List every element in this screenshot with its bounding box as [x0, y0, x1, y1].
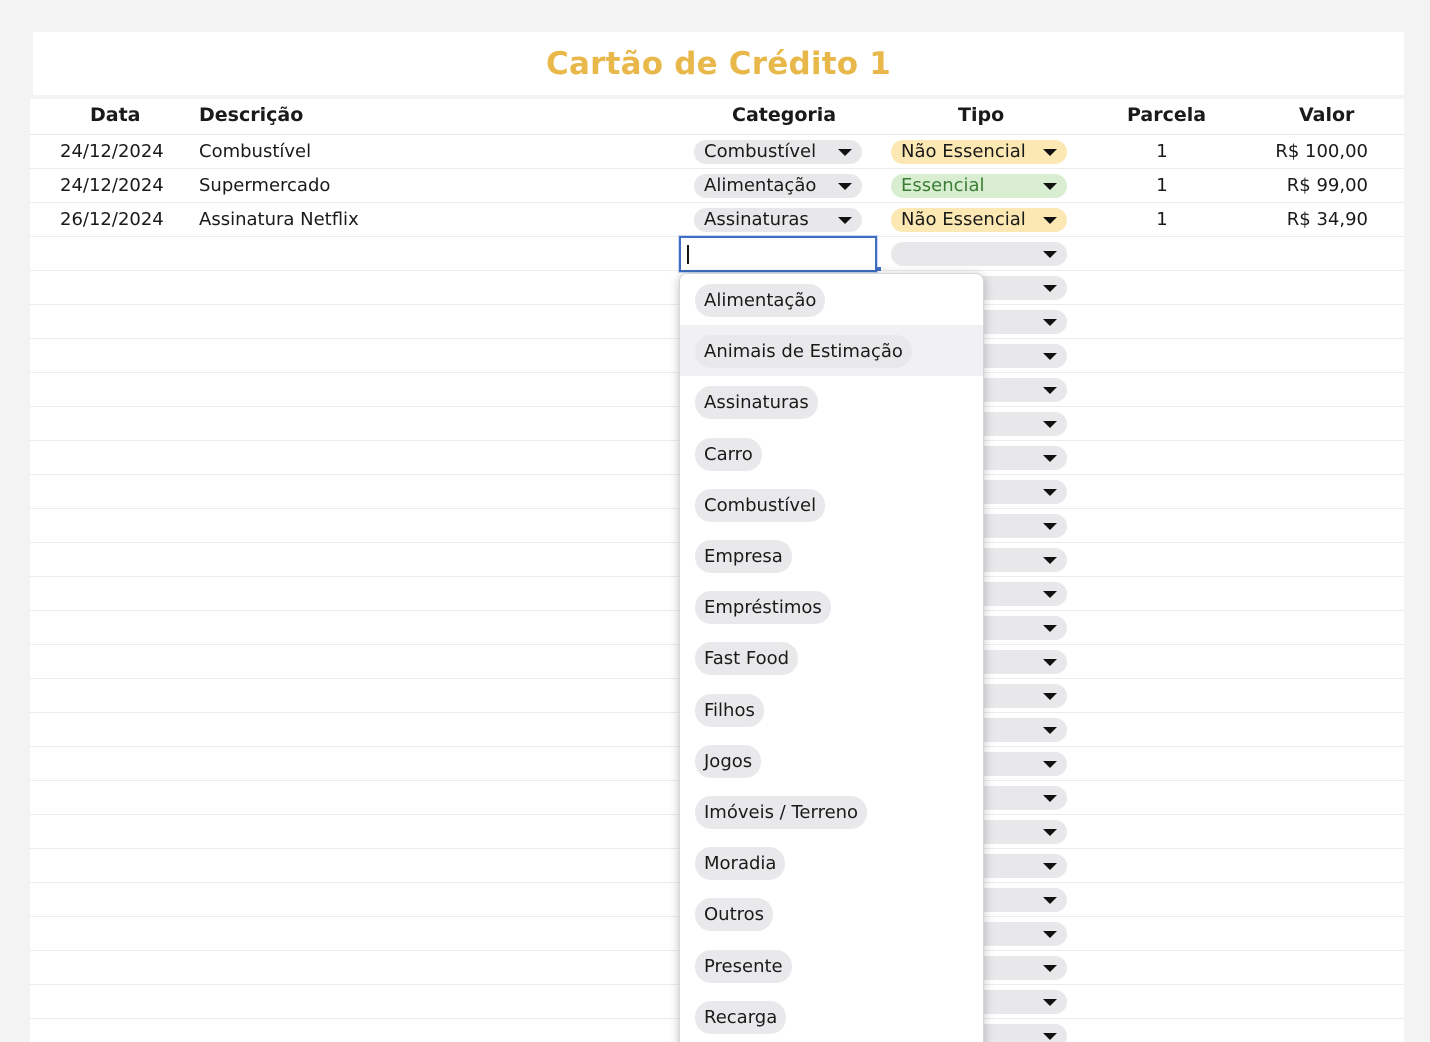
dropdown-arrow-icon[interactable] [1043, 387, 1057, 394]
option-chip: Filhos [695, 694, 764, 727]
cell-valor[interactable]: R$ 34,90 [1286, 209, 1368, 230]
cell-parcela[interactable]: 1 [1156, 209, 1168, 230]
option-chip: Recarga [695, 1001, 786, 1034]
tipo-chip-dropdown[interactable] [891, 140, 1067, 164]
dropdown-option[interactable] [680, 376, 983, 427]
dropdown-option[interactable] [680, 837, 983, 888]
spreadsheet-grid[interactable] [30, 99, 1404, 1042]
dropdown-arrow-icon[interactable] [1043, 659, 1057, 666]
dropdown-arrow-icon[interactable] [1043, 183, 1057, 190]
option-chip: Combustível [695, 489, 825, 522]
table-row[interactable] [30, 169, 1404, 203]
cell-valor[interactable]: R$ 100,00 [1275, 141, 1368, 162]
cell-data[interactable]: 24/12/2024 [60, 141, 164, 162]
cell-data[interactable]: 24/12/2024 [60, 175, 164, 196]
category-chip-dropdown[interactable] [694, 208, 862, 232]
category-chip-label: Alimentação [704, 175, 817, 196]
dropdown-arrow-icon[interactable] [1043, 999, 1057, 1006]
dropdown-arrow-icon[interactable] [1043, 693, 1057, 700]
dropdown-arrow-icon[interactable] [1043, 1033, 1057, 1040]
header-tipo: Tipo [958, 104, 1005, 126]
option-chip: Presente [695, 950, 792, 983]
dropdown-option[interactable] [680, 888, 983, 939]
dropdown-arrow-icon[interactable] [1043, 931, 1057, 938]
header-data: Data [90, 104, 141, 126]
dropdown-arrow-icon[interactable] [1043, 523, 1057, 530]
dropdown-arrow-icon[interactable] [1043, 489, 1057, 496]
table-row[interactable] [30, 203, 1404, 237]
text-caret [687, 245, 689, 264]
option-chip: Assinaturas [695, 386, 818, 419]
header-categoria: Categoria [732, 104, 837, 126]
dropdown-option[interactable] [680, 735, 983, 786]
cell-descricao[interactable]: Combustível [199, 141, 312, 162]
cell-descricao[interactable]: Supermercado [199, 175, 331, 196]
dropdown-arrow-icon[interactable] [1043, 455, 1057, 462]
dropdown-arrow-icon[interactable] [1043, 149, 1057, 156]
tipo-chip-label: Não Essencial [901, 209, 1026, 230]
tipo-chip-label: Essencial [901, 175, 985, 196]
cell-descricao[interactable]: Assinatura Netflix [199, 209, 359, 230]
option-chip: Fast Food [695, 642, 798, 675]
dropdown-arrow-icon[interactable] [1043, 863, 1057, 870]
dropdown-arrow-icon[interactable] [1043, 625, 1057, 632]
dropdown-option[interactable] [680, 530, 983, 581]
cell-fill-handle[interactable] [877, 267, 881, 271]
header-parcela: Parcela [1127, 104, 1207, 126]
header-descricao: Descrição [199, 104, 304, 126]
sheet-title: Cartão de Crédito 1 [546, 45, 891, 82]
dropdown-option[interactable] [680, 940, 983, 991]
dropdown-arrow-icon[interactable] [1043, 217, 1057, 224]
option-chip: Alimentação [695, 284, 825, 317]
dropdown-arrow-icon[interactable] [1043, 319, 1057, 326]
dropdown-option[interactable] [680, 325, 983, 376]
dropdown-option[interactable] [680, 786, 983, 837]
category-dropdown-list[interactable] [679, 273, 984, 1042]
dropdown-arrow-icon[interactable] [838, 217, 852, 224]
dropdown-option[interactable] [680, 428, 983, 479]
dropdown-arrow-icon[interactable] [1043, 251, 1057, 258]
dropdown-option[interactable] [680, 274, 983, 325]
cell-parcela[interactable]: 1 [1156, 141, 1168, 162]
dropdown-arrow-icon[interactable] [1043, 965, 1057, 972]
dropdown-arrow-icon[interactable] [1043, 795, 1057, 802]
dropdown-arrow-icon[interactable] [1043, 727, 1057, 734]
dropdown-arrow-icon[interactable] [1043, 421, 1057, 428]
dropdown-option[interactable] [680, 479, 983, 530]
dropdown-arrow-icon[interactable] [1043, 829, 1057, 836]
cell-data[interactable]: 26/12/2024 [60, 209, 164, 230]
dropdown-arrow-icon[interactable] [838, 183, 852, 190]
option-chip: Jogos [695, 745, 761, 778]
cell-parcela[interactable]: 1 [1156, 175, 1168, 196]
table-header [30, 99, 1404, 135]
dropdown-option[interactable] [680, 991, 983, 1042]
category-chip-label: Combustível [704, 141, 817, 162]
option-chip: Animais de Estimação [695, 335, 912, 368]
category-chip-dropdown[interactable] [694, 174, 862, 198]
dropdown-arrow-icon[interactable] [1043, 557, 1057, 564]
sheet-title-bar [33, 32, 1404, 95]
tipo-chip-dropdown[interactable] [891, 174, 1067, 198]
dropdown-arrow-icon[interactable] [1043, 285, 1057, 292]
header-valor: Valor [1299, 104, 1355, 126]
table-row[interactable] [30, 135, 1404, 169]
dropdown-arrow-icon[interactable] [1043, 897, 1057, 904]
dropdown-arrow-icon[interactable] [1043, 353, 1057, 360]
option-chip: Empresa [695, 540, 792, 573]
option-chip: Imóveis / Terreno [695, 796, 867, 829]
tipo-chip-dropdown[interactable] [891, 208, 1067, 232]
dropdown-arrow-icon[interactable] [838, 149, 852, 156]
dropdown-arrow-icon[interactable] [1043, 591, 1057, 598]
category-cell-editor[interactable] [679, 236, 877, 272]
option-chip: Carro [695, 438, 762, 471]
option-chip: Moradia [695, 847, 785, 880]
dropdown-option[interactable] [680, 581, 983, 632]
dropdown-option[interactable] [680, 684, 983, 735]
dropdown-arrow-icon[interactable] [1043, 761, 1057, 768]
dropdown-option[interactable] [680, 632, 983, 683]
category-chip-label: Assinaturas [704, 209, 809, 230]
option-chip: Empréstimos [695, 591, 831, 624]
category-chip-dropdown[interactable] [694, 140, 862, 164]
tipo-chip-dropdown[interactable] [891, 242, 1067, 266]
cell-valor[interactable]: R$ 99,00 [1286, 175, 1368, 196]
option-chip: Outros [695, 898, 773, 931]
tipo-chip-label: Não Essencial [901, 141, 1026, 162]
